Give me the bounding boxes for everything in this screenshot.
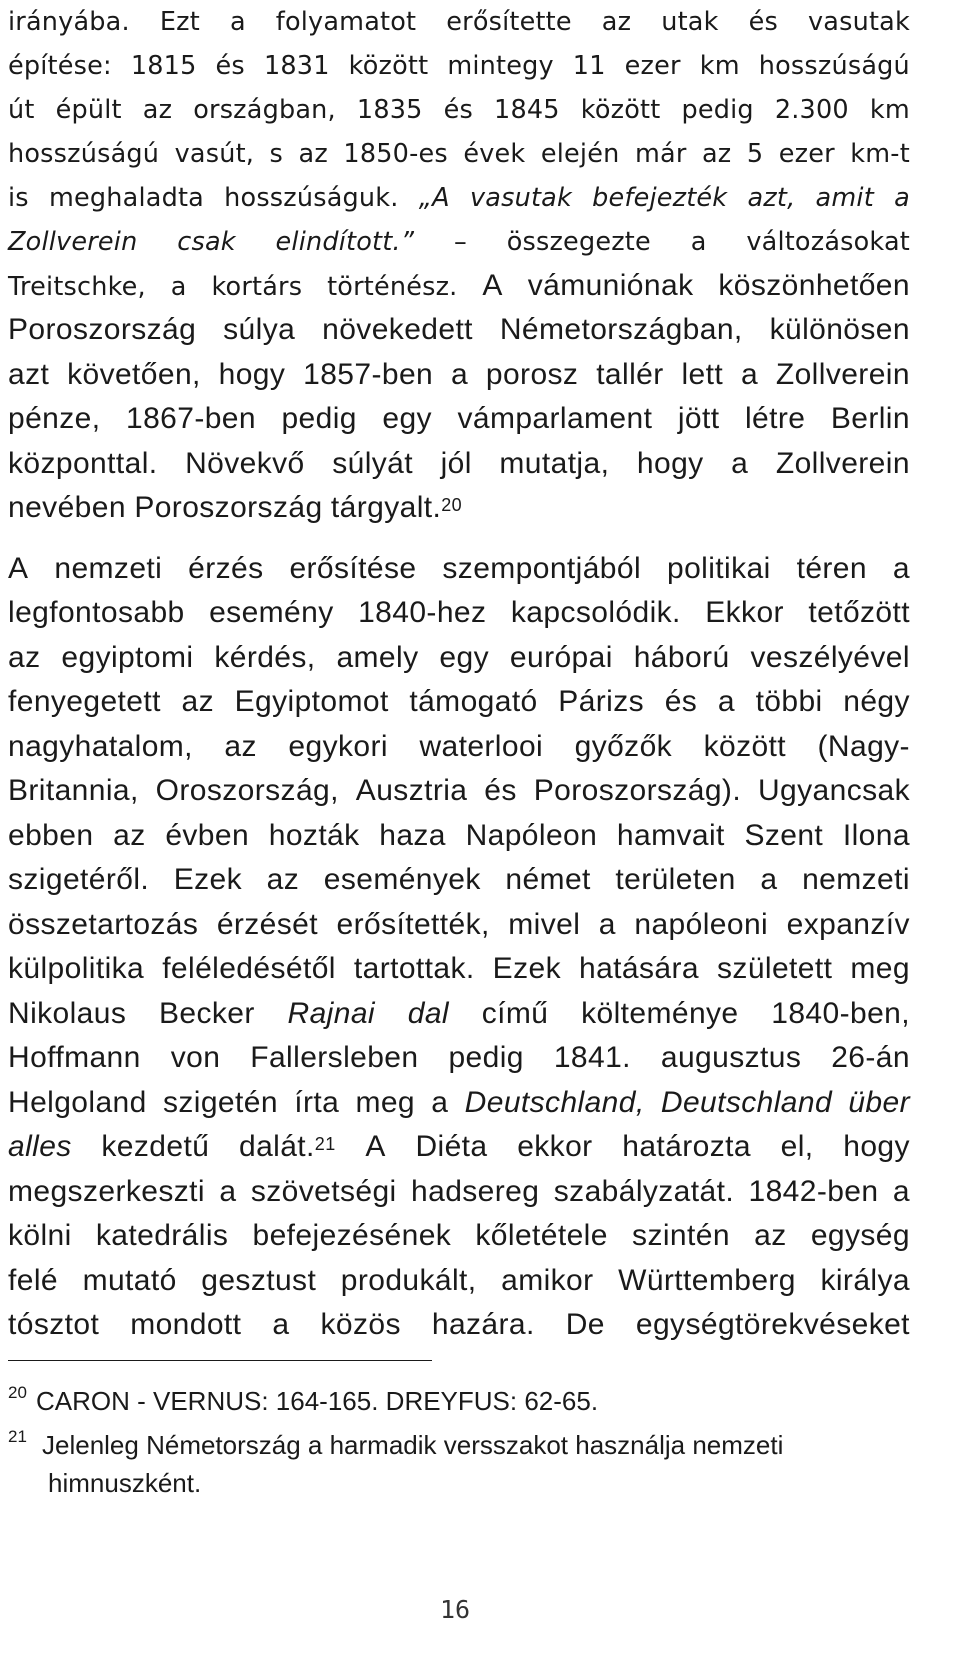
word: határozta [622,1130,751,1163]
word: km [699,51,740,81]
text-line [8,44,910,88]
word: költeménye [581,996,739,1030]
word: építése: [8,51,112,81]
word: 1840-hez [358,596,487,629]
text-line [8,992,910,1037]
text-line [8,903,910,948]
word: dal [407,996,449,1030]
word: esemény [209,596,334,629]
word: 11 [572,51,606,81]
word: Poroszország). [533,774,742,807]
word: tallér [596,357,664,391]
text-line [8,947,910,992]
footnote-21 [8,1426,910,1502]
word: évek [463,139,526,169]
text-line [8,1259,910,1304]
word: pedig [281,402,357,435]
word: a [170,272,187,302]
word: katedrális [95,1219,229,1252]
word: hogy [843,1130,910,1163]
text-line [8,769,910,814]
word: hogy [218,357,286,391]
word: Szent [744,818,824,852]
footnote-text-line-2: himnuszként. [48,1468,202,1498]
word: az [701,139,732,169]
word: produkált, [340,1263,477,1297]
word: kölni [8,1219,72,1252]
text-line [8,353,910,398]
word: meg [355,1085,416,1119]
page-body [8,0,910,1348]
word: súlyát [332,446,413,480]
word: című [481,996,549,1030]
footnote-text: CARON - VERNUS: 164-165. DREYFUS: 62-65. [36,1386,599,1416]
word: jött [677,402,720,435]
word: Britannia, [8,774,139,807]
word: amit [815,183,874,213]
word: nemzeti [802,863,910,896]
word: Ezek [173,863,243,896]
word: azt [8,357,50,391]
text-line [8,1303,910,1348]
word: európai [509,640,613,674]
text-line [8,88,910,132]
word: Ekkor [705,596,784,629]
word: vasutak [469,183,572,213]
word: De [565,1308,605,1341]
footnote-ref: 21 [314,1133,336,1154]
word: követően, [67,357,201,391]
word: Helgoland [8,1085,147,1119]
word: különösen [769,313,910,346]
word: s [269,139,284,169]
text-line [8,308,910,353]
word: út [8,95,35,125]
word: köszönhetően [718,269,910,302]
word: az [298,139,328,169]
word: egykori [288,729,388,763]
page-number: 16 [439,1595,471,1624]
text-line [8,0,910,44]
word: királya [820,1263,910,1297]
word: kőletétele [475,1219,608,1252]
word: hatására [579,952,699,985]
word: szigetén [162,1085,278,1119]
word: napóleoni [634,907,769,941]
word: 1840-ben, [771,996,910,1030]
word: szintén [632,1219,730,1252]
word: a [894,183,910,213]
word: 1857-ben [303,357,434,391]
word: meg [850,952,910,985]
word: az [601,7,632,37]
word: központtal. [8,446,158,480]
word: súlya [223,313,296,346]
word: évben [165,818,250,852]
word: vámparlament [457,402,653,435]
word: 1835 [356,95,423,125]
word: kapcsolódik. [510,596,681,629]
word: Zollverein [8,227,138,257]
word: a [450,357,469,391]
word: tartottak. [353,952,475,985]
paragraph-2 [8,547,910,1348]
text-line [8,547,910,592]
text-line [8,1214,910,1259]
word: hosszúságú [758,51,910,81]
word: között [580,95,661,125]
word: csak [177,227,236,257]
word: hogy [636,446,704,480]
word: és [215,51,245,81]
word: feléledésétől [162,952,336,985]
word: Rajnai [287,996,375,1030]
text-line [8,442,910,487]
text-line [8,858,910,903]
word: 1850-es [343,139,448,169]
word: országban, [193,95,336,125]
word: pedig [681,95,754,125]
word: kortárs [211,272,303,302]
word: az [8,640,41,674]
word: és [484,774,517,807]
text-line [8,636,910,681]
word: 1867-ben [125,402,256,435]
word: szövetségi [250,1174,397,1208]
text-line [8,397,910,442]
word: érzését [216,907,318,941]
word: Ilona [842,818,910,852]
word: összegezte [506,227,651,257]
word: a [892,551,910,585]
word: Egyiptomot [234,685,389,718]
word: összetartozás [8,907,199,941]
word: Poroszország [134,491,323,524]
word: és [748,7,778,37]
word: hadsereg [411,1174,540,1208]
word: km-t [850,139,910,169]
word: von [170,1041,221,1074]
word: területen [615,863,736,896]
word: a [272,1308,290,1341]
text-line [8,725,910,770]
text-line [8,591,910,636]
word: már [634,139,687,169]
word: hosszúságú [8,139,160,169]
word: az [142,95,173,125]
word: tetőzött [808,596,910,629]
word: pedig [448,1041,524,1074]
word: a [690,227,707,257]
word: Párizs [558,685,645,718]
word: Ezek [492,952,561,985]
word: kérdés, [214,640,316,674]
footnotes [8,1382,910,1502]
word: ezer [778,139,835,169]
word: események [323,863,481,896]
word: befejezték [592,183,728,213]
word: Fallersleben [250,1041,419,1074]
word: Hoffmann [8,1041,141,1074]
word: 2.300 [774,95,849,125]
word: a [760,863,778,896]
word: nemzeti [54,551,163,585]
word: – [453,227,467,257]
word: gesztust [201,1263,317,1297]
word: hazára. [431,1308,535,1341]
word: über [848,1085,910,1119]
word: a [731,446,749,480]
word: Deutschland [660,1085,833,1119]
word: és [443,95,473,125]
word: Zollverein [775,446,910,480]
word: a [740,357,759,391]
word: Poroszország [8,313,197,346]
word: Oroszország, [155,774,339,807]
word: az [266,863,300,896]
word: között [348,51,429,81]
word: nevében [8,491,126,524]
word: egységtörekvéseket [635,1308,910,1341]
word: porosz [485,357,579,391]
word: augusztus [660,1041,802,1074]
word: megszerkeszti [8,1174,205,1208]
text-line [8,680,910,725]
paragraph-gap [8,531,910,547]
word: az [754,1219,787,1252]
word: egyiptomi [61,640,194,674]
word: 1845 [494,95,560,125]
word: négy [843,685,910,718]
text-line [8,264,910,308]
word: téren [796,551,867,585]
word: amely [336,640,419,674]
word: épült [55,95,122,125]
word: legfontosabb [8,596,185,629]
footnote-text-line-1: Jelenleg Németország a harmadik versszakot használja nemzeti [42,1430,784,1460]
word: mondott [130,1308,242,1341]
word: pénze, [8,402,101,435]
word: Ausztria [355,774,468,807]
word: győzők [574,729,673,763]
word: a [229,7,246,37]
text-line [8,486,910,531]
word: Napóleon [465,818,598,852]
footnote-separator [8,1360,432,1361]
word: mintegy [447,51,554,81]
word: folyamatot [275,7,417,37]
text-line [8,220,910,264]
word: Diéta [415,1130,488,1163]
footnote-20 [8,1382,910,1420]
word: az [224,729,257,763]
word: hamvait [616,818,725,852]
word: az [181,685,214,718]
word: vámuniónak [527,269,694,302]
word: történész. [327,272,458,302]
word: Becker [159,996,255,1030]
word: az [113,818,146,852]
word: dalát.$^{21}$ [238,1130,336,1163]
word: a [717,685,735,718]
word: vasutak [807,7,910,37]
text-line [8,1125,910,1170]
word: felé [8,1263,58,1297]
word: veszélyével [750,640,910,674]
word: Berlin [830,402,910,435]
word: kezdetű [101,1130,210,1163]
word: többi [755,685,823,718]
word: hosszúságuk. [224,183,399,213]
word: tósztot [8,1308,100,1341]
word: 5 [746,139,764,169]
word: között [703,729,787,763]
word: elején [540,139,620,169]
text-line [8,814,910,859]
word: egység [810,1219,910,1252]
word: is [8,183,29,213]
word: közös [320,1308,401,1341]
word: lett [681,357,724,391]
word: fenyegetett [8,685,161,718]
word: egy [382,402,432,435]
word: utak [661,7,719,37]
word: mutatja, [499,446,610,480]
footnote-ref: 20 [441,494,463,515]
word: született [717,952,833,985]
footnote-number: 20 [8,1383,27,1402]
word: befejezésének [252,1219,452,1252]
word: haza [379,818,446,852]
word: alles [8,1130,72,1163]
word: politikai [666,551,771,585]
word: külpolitika [8,952,145,985]
word: meghaladta [48,183,204,213]
text-line [8,1170,910,1215]
word: létre [744,402,806,435]
word: hozták [268,818,360,852]
word: erősítése [289,551,417,585]
word: Treitschke, [8,272,146,302]
word: 1841. [553,1041,631,1074]
word: Ezt [159,7,200,37]
text-line [8,132,910,176]
text-line [8,1036,910,1081]
word: erősítette [446,7,572,37]
word: változásokat [746,227,910,257]
paragraph-1 [8,0,910,531]
text-line [8,1081,910,1126]
word: azt, [747,183,796,213]
word: A [8,551,29,585]
word: tárgyalt.$^{20}$ [330,491,463,524]
word: Növekvő [185,446,305,480]
word: egy [439,640,489,674]
word: a [431,1085,449,1119]
word: A [482,269,503,302]
text-line [8,176,910,220]
word: ezer [624,51,681,81]
word: német [505,863,591,896]
footnote-number: 21 [8,1427,27,1446]
word: Zollverein [775,357,910,391]
word: a [598,907,616,941]
word: „A [418,183,450,213]
word: ekkor [517,1130,593,1163]
word: expanzív [786,907,910,941]
word: Ugyancsak [757,774,910,807]
word: 1831 [263,51,330,81]
word: nagyhatalom, [8,729,193,763]
word: 26-án [831,1041,910,1074]
word: Németországban, [499,313,743,346]
word: a [892,1174,910,1208]
word: jól [440,446,472,480]
word: waterlooi [419,729,544,763]
word: Deutschland, [464,1085,645,1119]
word: növekedett [322,313,473,346]
word: ebben [8,818,94,852]
word: írta [294,1085,340,1119]
word: Nikolaus [8,996,127,1030]
word: amikor [501,1263,594,1297]
word: km [869,95,910,125]
word: 1842-ben [748,1174,879,1208]
word: mutató [82,1263,177,1297]
word: erősítették, [336,907,490,941]
word: irányába. [8,7,130,37]
word: és [664,685,698,718]
word: elindított.” [275,227,415,257]
word: mivel [508,907,581,941]
word: (Nagy- [817,729,910,763]
word: el, [780,1130,814,1163]
word: 1815 [130,51,197,81]
word: Württemberg [618,1263,796,1297]
word: szigetéről. [8,863,150,896]
word: háború [633,640,730,674]
word: érzés [188,551,264,585]
word: szempontjából [442,551,642,585]
word: a [219,1174,237,1208]
word: szabályzatát. [553,1174,735,1208]
word: vasút, [174,139,255,169]
word: támogató [409,685,538,718]
word: A [365,1130,386,1163]
